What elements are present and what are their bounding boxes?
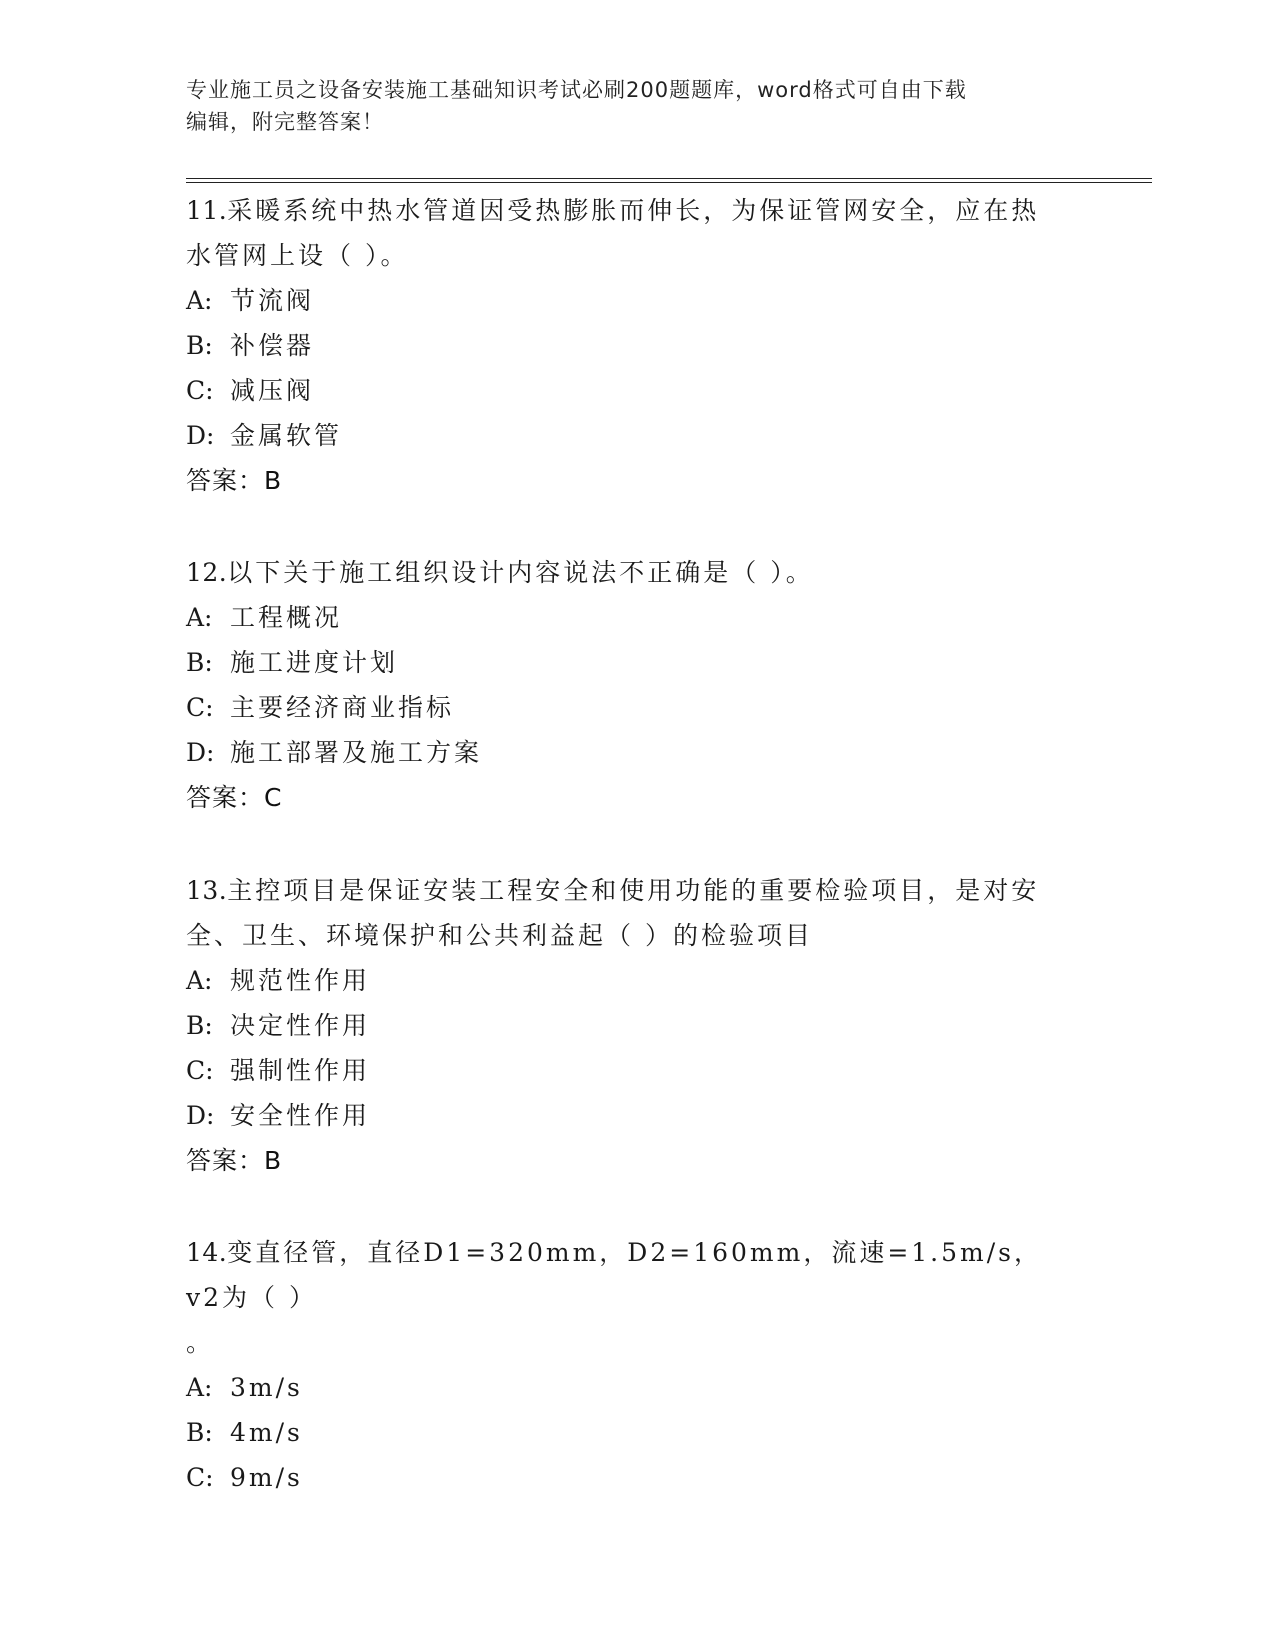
option-letter: B: [186, 1011, 213, 1040]
option-a [186, 1365, 1076, 1410]
option-text: 减压阀 [230, 376, 315, 405]
option-text: 3m/s [230, 1373, 303, 1402]
option-text: 主要经济商业指标 [230, 693, 455, 722]
question-stem-line-1: 以下关于施工组织设计内容说法不正确是（ ）。 [227, 558, 814, 587]
option-d [186, 730, 1076, 775]
header-line-2: 编辑，附完整答案！ [186, 110, 384, 134]
header-line-1: 专业施工员之设备安装施工基础知识考试必刷200题题库，word格式可自由下载 [186, 78, 967, 102]
document-header [186, 74, 1066, 138]
option-letter: C: [186, 1463, 214, 1492]
option-letter: C: [186, 693, 214, 722]
header-divider-bottom [186, 182, 1152, 183]
option-letter: A: [186, 286, 213, 315]
question-stem-line-2: 全、卫生、环境保护和公共利益起（ ）的检验项目 [186, 921, 813, 950]
option-c [186, 1455, 1076, 1500]
answer-label: 答案：B [186, 466, 283, 495]
option-text: 工程概况 [230, 603, 343, 632]
question-stem [186, 1230, 1076, 1365]
option-text: 节流阀 [230, 286, 315, 315]
option-letter: C: [186, 1056, 214, 1085]
option-text: 决定性作用 [230, 1011, 371, 1040]
question-stem-line-1: 采暖系统中热水管道因受热膨胀而伸长，为保证管网安全，应在热 [227, 196, 1040, 225]
option-c [186, 685, 1076, 730]
question-stem-line-2: 水管网上设（ ）。 [186, 241, 409, 270]
option-d [186, 413, 1076, 458]
question-number: 14. [186, 1238, 228, 1267]
question-stem-line-2: 。 [186, 1328, 215, 1357]
option-b [186, 323, 1076, 368]
question-11 [186, 188, 1076, 503]
option-text: 金属软管 [230, 421, 343, 450]
option-b [186, 1003, 1076, 1048]
option-letter: A: [186, 603, 213, 632]
question-13 [186, 868, 1076, 1183]
option-text: 施工进度计划 [230, 648, 399, 677]
question-stem [186, 550, 1076, 595]
question-stem [186, 868, 1076, 958]
option-letter: B: [186, 648, 213, 677]
header-divider-top [186, 178, 1152, 179]
option-text: 施工部署及施工方案 [230, 738, 483, 767]
question-stem [186, 188, 1076, 278]
option-a [186, 278, 1076, 323]
question-number: 11. [186, 196, 228, 225]
question-stem-line-1: 变直径管，直径D1=320mm，D2=160mm，流速=1.5m/s，v2为（ ） [186, 1238, 1042, 1312]
question-stem-line-1: 主控项目是保证安装工程安全和使用功能的重要检验项目，是对安 [227, 876, 1040, 905]
option-text: 强制性作用 [230, 1056, 371, 1085]
option-letter: B: [186, 1418, 213, 1447]
option-letter: B: [186, 331, 213, 360]
option-letter: A: [186, 1373, 213, 1402]
option-text: 4m/s [230, 1418, 303, 1447]
option-b [186, 1410, 1076, 1455]
question-12 [186, 550, 1076, 820]
option-letter: D: [186, 738, 215, 767]
option-a [186, 595, 1076, 640]
option-text: 9m/s [230, 1463, 303, 1492]
option-text: 补偿器 [230, 331, 315, 360]
option-letter: A: [186, 966, 213, 995]
option-letter: C: [186, 376, 214, 405]
question-number: 13. [186, 876, 228, 905]
answer-label: 答案：B [186, 1146, 283, 1175]
question-14 [186, 1230, 1076, 1500]
option-a [186, 958, 1076, 1003]
option-d [186, 1093, 1076, 1138]
option-text: 规范性作用 [230, 966, 371, 995]
option-letter: D: [186, 1101, 215, 1130]
option-b [186, 640, 1076, 685]
option-letter: D: [186, 421, 215, 450]
option-c [186, 1048, 1076, 1093]
question-number: 12. [186, 558, 228, 587]
answer-label: 答案：C [186, 783, 283, 812]
option-c [186, 368, 1076, 413]
option-text: 安全性作用 [230, 1101, 371, 1130]
